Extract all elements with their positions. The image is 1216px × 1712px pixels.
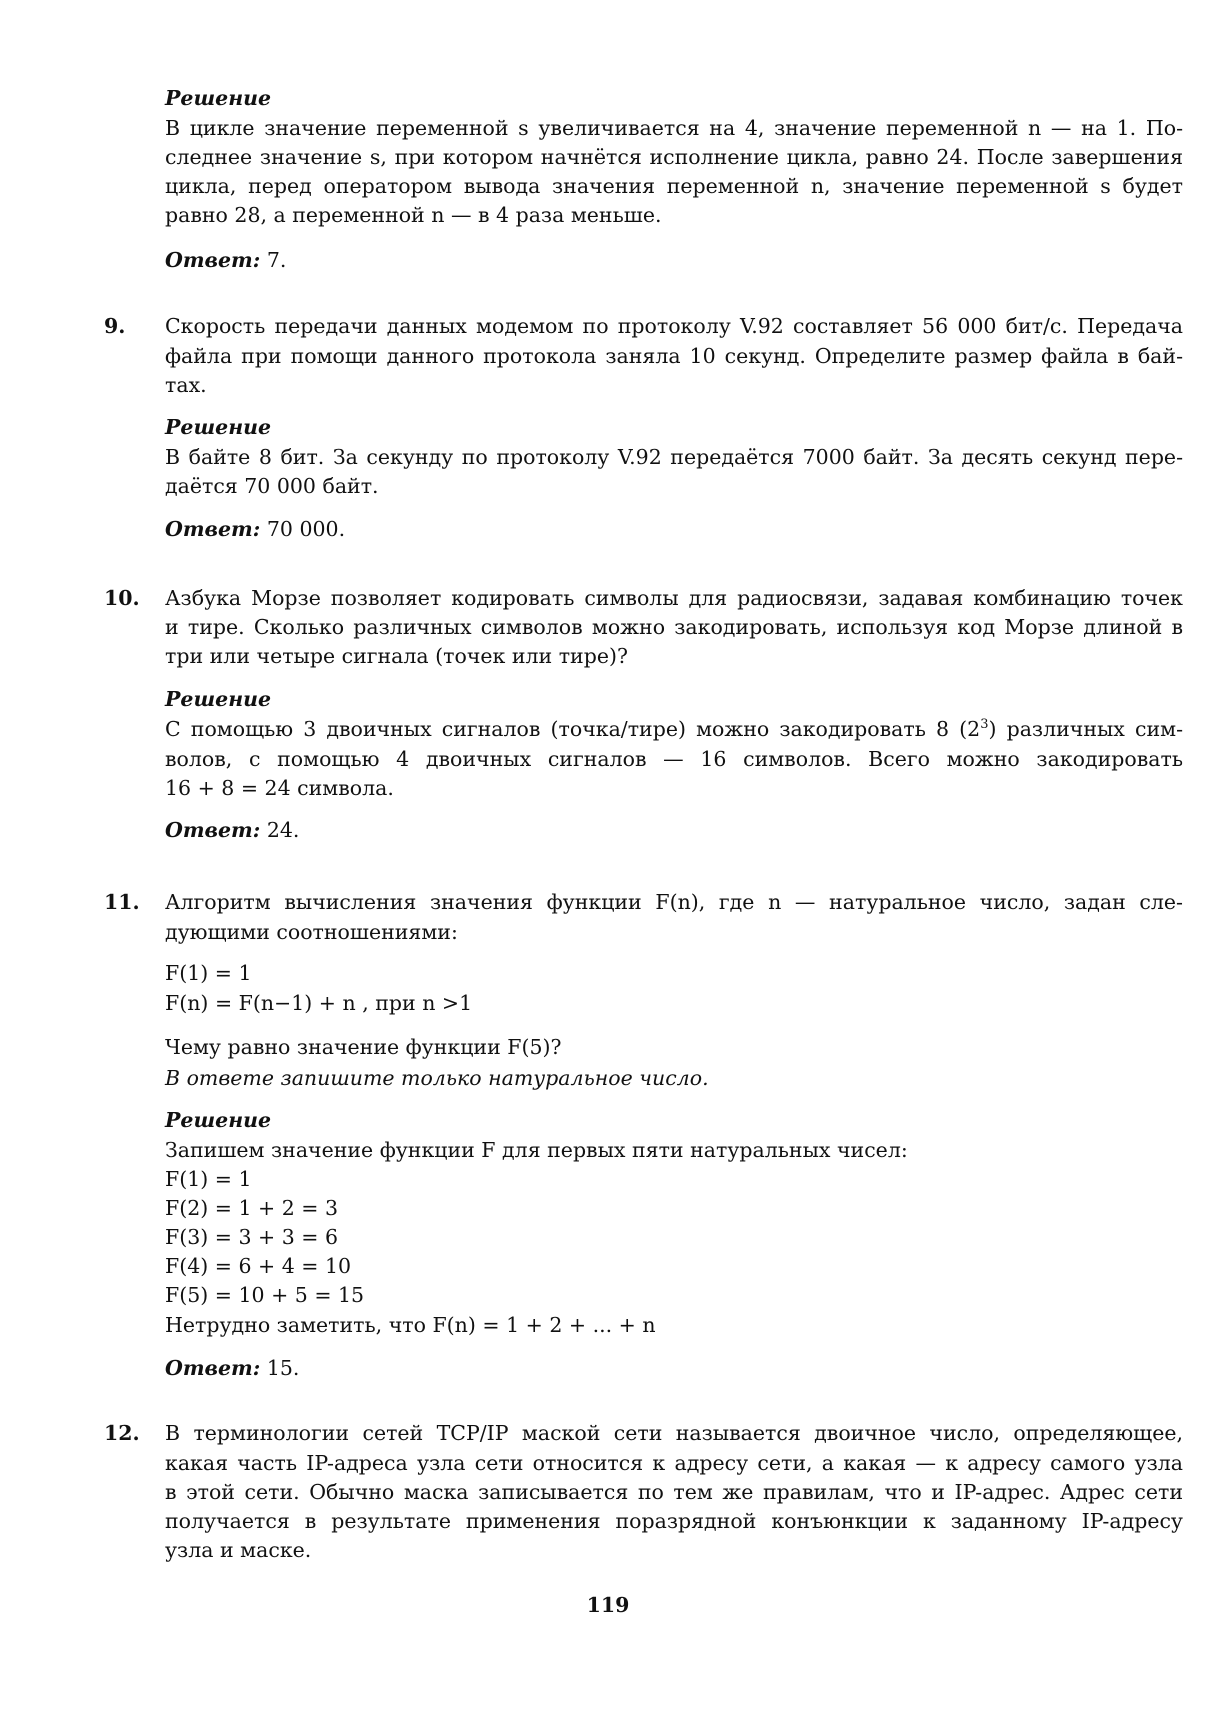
answer-value: 15. [260,1356,300,1380]
task-text-line: Азбука Морзе позволяет кодировать символы для радиосвязи, задавая комбинацию точек [165,586,1183,610]
task-text-line: В терминологии сетей TCP/IP маской сети называется двоичное число, определяющее, [165,1421,1183,1445]
solution-text-line: 16 + 8 = 24 символа. [165,776,394,800]
task-text-line: три или четыре сигнала (точек или тире)? [165,644,628,668]
solution-text-line [165,714,1183,744]
task-text-line: получается в результате применения поразрядной конъюнкции к заданному IP-адресу [165,1509,1183,1533]
solution-text-line: F(4) = 6 + 4 = 10 [165,1254,352,1278]
solution-text-line: Нетрудно заметить, что F(n) = 1 + 2 + ... + n [165,1313,656,1337]
task-text-line: какая часть IP-адреса узла сети относится к адресу сети, а какая — к адресу самого узла [165,1451,1183,1475]
solution-heading: Решение [165,415,272,439]
answer-value: 24. [260,818,300,842]
solution-heading: Решение [165,86,272,110]
answer-label: Ответ: [165,1356,261,1380]
task-number: 12. [104,1421,140,1445]
solution-heading: Решение [165,687,272,711]
instruction-text: В ответе запишите только натуральное число. [165,1066,709,1090]
solution-text-line: F(3) = 3 + 3 = 6 [165,1225,339,1249]
task-number: 11. [104,890,140,914]
answer-value: 7. [260,248,287,272]
solution-text-part: ) различных сим- [988,717,1183,741]
solution-text-line: F(5) = 10 + 5 = 15 [165,1283,365,1307]
answer-label: Ответ: [165,517,261,541]
superscript: 3 [980,717,989,733]
solution-text-line: В цикле значение переменной s увеличивается на 4, значение переменной n — на 1. По- [165,116,1183,140]
task-text-line: Алгоритм вычисления значения функции F(n), где n — натуральное число, задан сле- [165,890,1183,914]
solution-text-line: В байте 8 бит. За секунду по протоколу V.92 передаётся 7000 байт. За десять секунд пере- [165,445,1183,469]
solution-text-line: равно 28, а переменной n — в 4 раза меньше. [165,203,662,227]
page-number: 119 [586,1593,630,1617]
answer-label: Ответ: [165,248,261,272]
task-text-line: Скорость передачи данных модемом по протоколу V.92 составляет 56 000 бит/с. Передача [165,314,1183,338]
solution-heading: Решение [165,1108,272,1132]
answer [165,245,1183,275]
solution-text-line: даётся 70 000 байт. [165,474,379,498]
answer [165,514,1183,544]
task-text-line: тах. [165,373,207,397]
answer [165,815,1183,845]
solution-text-line: Запишем значение функции F для первых пяти натуральных чисел: [165,1138,908,1162]
solution-text-line: волов, с помощью 4 двоичных сигналов — 16 символов. Всего можно закодировать [165,747,1183,771]
solution-text-line: цикла, перед оператором вывода значения переменной n, значение переменной s будет [165,174,1183,198]
task-number: 10. [104,586,140,610]
solution-text-part: С помощью 3 двоичных сигналов (точка/тире) можно закодировать 8 (2 [165,717,981,741]
answer-value: 70 000. [260,517,346,541]
solution-text-line: F(2) = 1 + 2 = 3 [165,1196,339,1220]
formula-line: F(1) = 1 [165,961,252,985]
solution-text-line: F(1) = 1 [165,1167,252,1191]
solution-text-line: следнее значение s, при котором начнётся исполнение цикла, равно 24. После завершения [165,145,1183,169]
task-text-line: дующими соотношениями: [165,920,458,944]
task-number: 9. [104,314,126,338]
task-text-line: и тире. Сколько различных символов можно закодировать, используя код Морзе длиной в [165,615,1183,639]
task-text-line: в этой сети. Обычно маска записывается по тем же правилам, что и IP-адрес. Адрес сети [165,1480,1183,1504]
task-text-line: узла и маске. [165,1538,312,1562]
task-text-line: файла при помощи данного протокола заняла 10 секунд. Определите размер файла в бай- [165,344,1183,368]
formula-line: F(n) = F(n−1) + n , при n >1 [165,991,473,1015]
answer-label: Ответ: [165,818,261,842]
question-text: Чему равно значение функции F(5)? [165,1035,562,1059]
answer [165,1353,1183,1383]
